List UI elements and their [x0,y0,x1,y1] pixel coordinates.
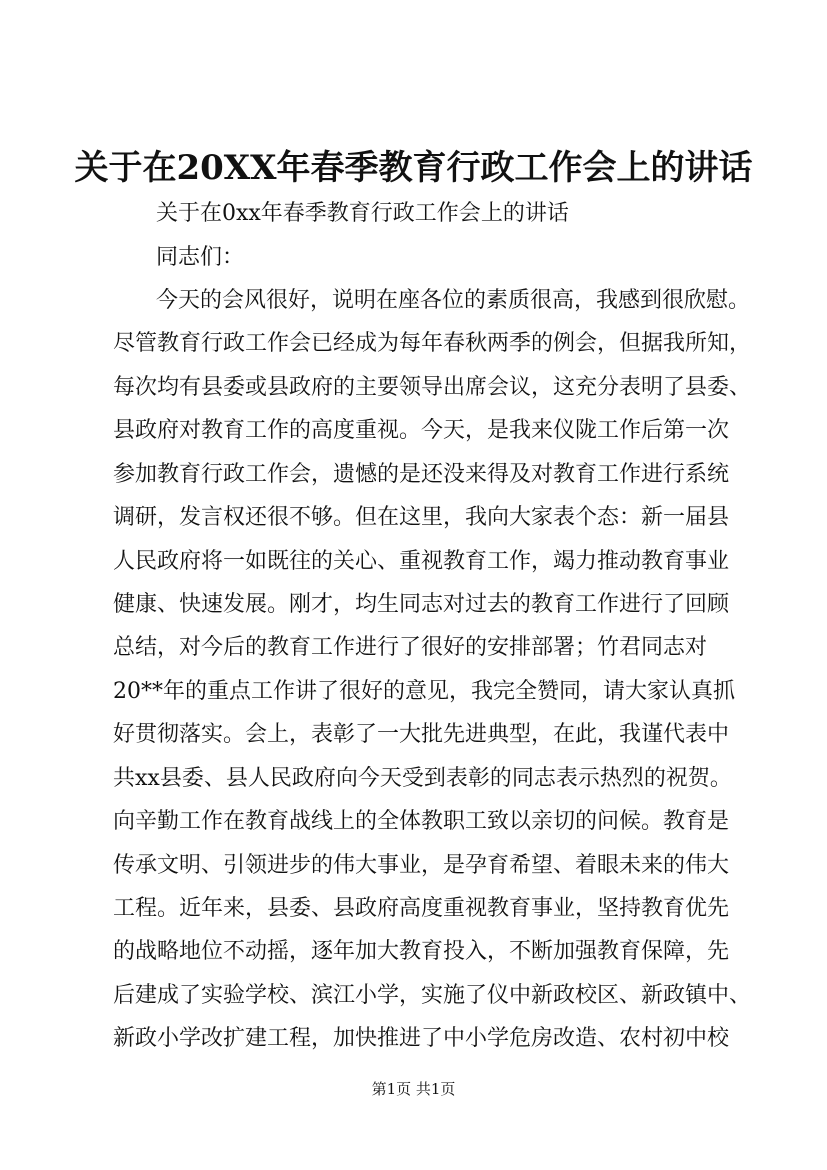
body-line: 每次均有县委或县政府的主要领导出席会议，这充分表明了县委、 [113,375,752,400]
page-footer: 第1页 共1页 [371,1080,456,1098]
body-line: 今天的会风很好，说明在座各位的素质很高，我感到很欣慰。 [156,288,751,313]
document-subtitle: 关于在0xx年春季教育行政工作会上的讲话 [156,201,569,226]
body-line: 共xx县委、县人民政府向今天受到表彰的同志表示热烈的祝贺。 [113,766,732,791]
body-line: 向辛勤工作在教育战线上的全体教职工致以亲切的问候。教育是 [113,809,730,834]
document-title: 关于在20XX年春季教育行政工作会上的讲话 [74,148,753,188]
body-line: 20**年的重点工作讲了很好的意见，我完全赞同，请大家认真抓 [113,679,735,704]
body-line: 工程。近年来，县委、县政府高度重视教育事业，坚持教育优先 [113,896,730,921]
body-line: 传承文明、引领进步的伟大事业，是孕育希望、着眼未来的伟大 [113,853,730,878]
body-line: 参加教育行政工作会，遗憾的是还没来得及对教育工作进行系统 [113,462,730,487]
body-line: 调研，发言权还很不够。但在这里，我向大家表个态：新一届县 [113,505,730,530]
salutation: 同志们： [156,245,245,270]
body-line: 后建成了实验学校、滨江小学，实施了仪中新政校区、新政镇中、 [113,983,752,1008]
body-line: 尽管教育行政工作会已经成为每年春秋两季的例会，但据我所知， [113,331,752,356]
body-line: 县政府对教育工作的高度重视。今天，是我来仪陇工作后第一次 [113,418,730,443]
body-line: 健康、快速发展。刚才，均生同志对过去的教育工作进行了回顾 [113,592,730,617]
body-line: 新政小学改扩建工程，加快推进了中小学危房改造、农村初中校 [113,1026,730,1051]
body-line: 的战略地位不动摇，逐年加大教育投入，不断加强教育保障，先 [113,939,730,964]
body-line: 总结，对今后的教育工作进行了很好的安排部署；竹君同志对 [113,635,708,660]
body-line: 好贯彻落实。会上，表彰了一大批先进典型，在此，我谨代表中 [113,722,730,747]
body-line: 人民政府将一如既往的关心、重视教育工作，竭力推动教育事业 [113,549,730,574]
